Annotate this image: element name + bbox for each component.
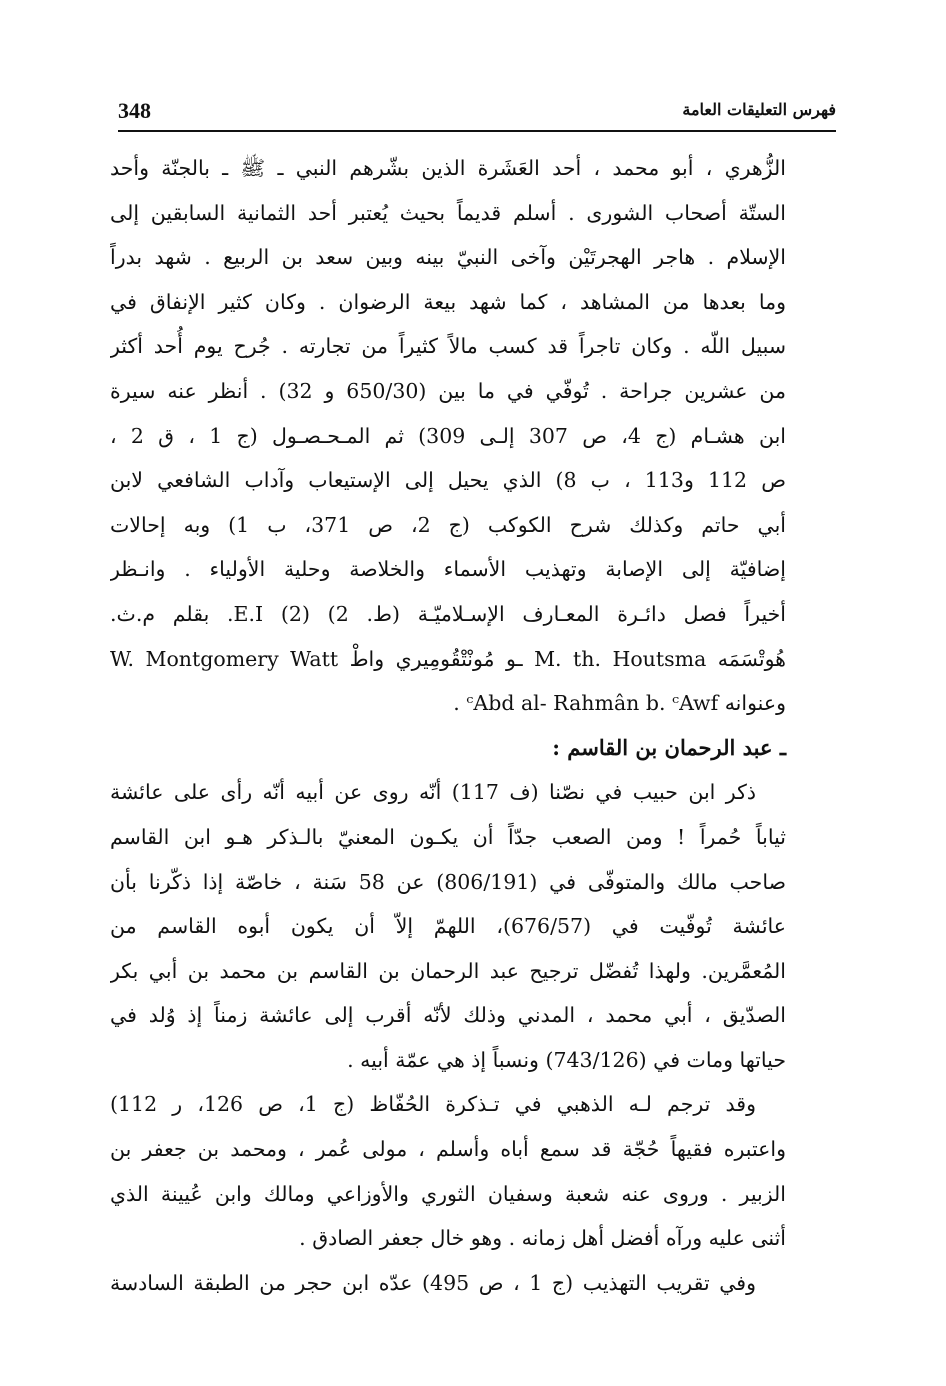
text-line: وما بعدها من المشاهد ، كما شهد بيعة الرضوان . وكان كثير الإنفاق في — [110, 289, 786, 314]
text-line: ذكر ابن حبيب في نصّنا (ف 117) أنّه روى عن أبيه أنّه رأى على عائشة — [110, 780, 756, 805]
paragraph — [110, 1082, 786, 1127]
text-line: ص 112 و113 ، ب 8) الذي يحيل إلى الإستيعاب وآداب الشافعي لابن — [110, 468, 786, 493]
page-header — [118, 96, 836, 132]
text-line: وعنوانه ᶜAbd al- Rahmân b. ᶜAwf . — [453, 691, 786, 716]
paragraph — [110, 770, 786, 815]
entry-abd-al-rahman-b-awf — [110, 146, 786, 726]
text-line: عائشة تُوفّيت في (676/57)، اللهمّ إلاّ أن يكون أبوه القاسم من — [110, 914, 786, 939]
text-line: الزبير . وروى عنه شعبة وسفيان الثوري والأوزاعي ومالك وابن عُيينة الذي — [110, 1181, 786, 1206]
text-line: ثياباً حُمراً ! ومن الصعب جدّاً أن يكـون المعنيّ بالـذكر هـو ابن القاسم — [110, 824, 786, 849]
page-number: 348 — [118, 98, 151, 123]
text-line: أخيراً فصل دائـرة المعـارف الإسـلاميّـة (ط. 2) (2) E.I. بقلم م.ث. — [110, 601, 786, 626]
text-line: واعتبره فقيهاً حُجّة قد سمع أباه وأسلم ، مولى عُمر ، ومحمد بن جعفر بن — [110, 1137, 786, 1162]
running-title: فهرس التعليقات العامة — [682, 100, 836, 119]
text-line: أثنى عليه ورآه أفضل أهل زمانه . وهو خال جعفر الصادق . — [299, 1226, 786, 1251]
paragraph — [110, 1261, 786, 1306]
text-line: حياتها ومات في (743/126) ونسباً إذ هي عمّة أبيه . — [347, 1047, 786, 1072]
text-line: أبي حاتم وكذلك شرح الكوكب (ج 2، ص 371، ب 1) وبه إحالات — [110, 512, 786, 537]
text-line: هُوتْسَمَه M. th. Houtsma ـو مُونْتْقُومِيري واطْ W. Montgomery Watt — [110, 646, 786, 671]
text-line: المُعمَّرين. ولهذا تُفضّل ترجيح عبد الرحمان بن القاسم بن محمد بن أبي بكر — [110, 958, 786, 983]
text-line: صاحب مالك والمتوفّى في (806/191) عن 58 سَنة ، خاصّة إذا ذكّرنا بأن — [110, 869, 786, 894]
text-line: الستّة أصحاب الشورى . أسلم قديماً بحيث يُعتبر أحد الثمانية السابقين إلى — [110, 200, 786, 225]
text-line: الزُّهري ، أبو محمد ، أحد العَشَرة الذين بشّرهم النبي ـ ﷺ ـ بالجنّة وأحد — [110, 156, 786, 180]
text-line: إضافيّة إلى الإصابة وتهذيب الأسماء والخلاصة وحلية الأولياء . وانـظر — [110, 557, 786, 582]
entry-heading: ـ عبد الرحمان بن القاسم : — [552, 734, 786, 760]
text-line: وفي تقريب التهذيب (ج 1 ، ص 495) عدّه ابن حجر من الطبقة السادسة — [110, 1270, 756, 1295]
text-line: ابن هشـام (ج 4، ص 307 إلـى 309) ثم المـحـصـول (ج 1 ، ق 2 ، — [110, 423, 786, 448]
text-line: وقد ترجم لـه الذهبي في تـذكرة الحُفّاظ (ج 1، ص 126، ر 112) — [110, 1092, 756, 1117]
text-line: سبيل اللّه . وكان تاجراً قد كسب مالاً كثيراً من تجارته . جُرح يوم أُحد أكثر — [110, 334, 786, 359]
text-line: الصدّيق ، أبي محمد ، المدني وذلك لأنّه أقرب إلى عائشة زمناً إذ وُلد في — [110, 1003, 786, 1028]
paragraph-continuation — [110, 815, 786, 1083]
page-body — [110, 146, 786, 1305]
text-line: الإسلام . هاجر الهجرتَيْن وآخى النبيّ بينه وبين سعد بن الربيع . شهد بدراً — [110, 245, 786, 270]
paragraph-continuation — [110, 1127, 786, 1261]
text-line: من عشرين جراحة . تُوفّي في ما بين (650/30 و 32) . أنظر عنه سيرة — [110, 378, 786, 403]
